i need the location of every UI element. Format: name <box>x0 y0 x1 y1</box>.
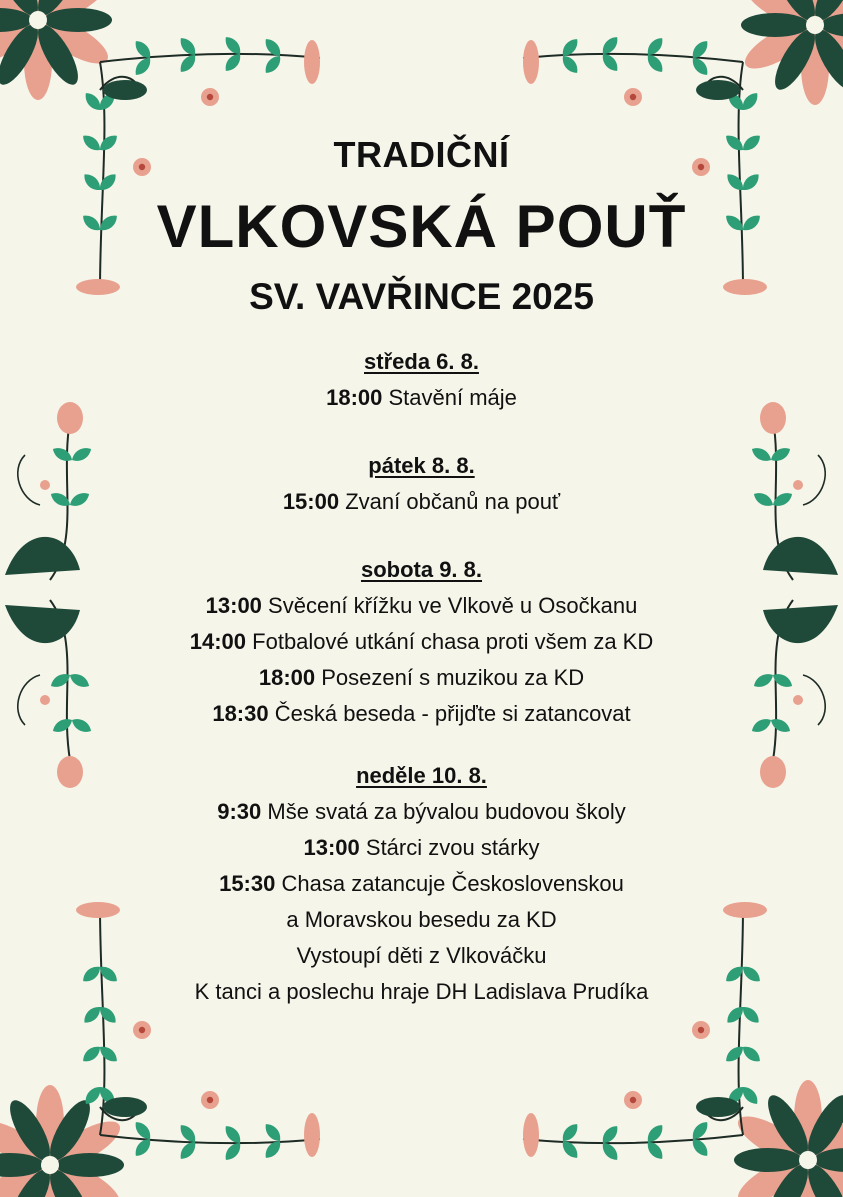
item-time: 15:30 <box>219 871 276 896</box>
item-time: 13:00 <box>205 593 262 618</box>
item-time: 18:00 <box>258 665 316 690</box>
schedule-item <box>0 624 843 660</box>
item-time: 15:00 <box>282 489 340 514</box>
day-wednesday <box>0 344 843 416</box>
item-time: 18:00 <box>326 385 383 410</box>
item-text: K tanci a poslechu hraje DH Ladislava Prudíka <box>194 979 649 1004</box>
schedule-item <box>0 484 843 520</box>
item-text: Mše svatá za bývalou budovou školy <box>267 799 626 824</box>
title-line-1: TRADIČNÍ <box>333 134 510 175</box>
item-time: 9:30 <box>217 799 262 824</box>
schedule-item <box>0 588 843 624</box>
schedule-line <box>0 902 843 938</box>
schedule-item <box>0 866 843 902</box>
day-heading: sobota 9. 8. <box>360 557 483 582</box>
item-text: Zvaní občanů na pouť <box>345 489 561 514</box>
item-text: Chasa zatancuje Československou <box>281 871 624 896</box>
day-friday <box>0 448 843 520</box>
item-text: a Moravskou besedu za KD <box>286 907 557 932</box>
schedule-item <box>0 660 843 696</box>
schedule-line <box>0 974 843 1010</box>
item-text: Stárci zvou stárky <box>365 835 540 860</box>
schedule-item <box>0 380 843 416</box>
title-line-3: SV. VAVŘINCE 2025 <box>249 276 594 317</box>
item-text: Česká beseda - přijďte si zatancovat <box>274 701 631 726</box>
day-heading: neděle 10. 8. <box>356 763 487 788</box>
item-text: Posezení s muzikou za KD <box>321 665 585 690</box>
item-time: 13:00 <box>303 835 360 860</box>
item-text: Vystoupí děti z Vlkováčku <box>296 943 547 968</box>
schedule-line <box>0 938 843 974</box>
item-text: Fotbalové utkání chasa proti všem za KD <box>252 629 654 654</box>
schedule-item <box>0 696 843 732</box>
schedule-item <box>0 794 843 830</box>
item-time: 14:00 <box>189 629 247 654</box>
item-time: 18:30 <box>212 701 269 726</box>
day-heading: středa 6. 8. <box>364 349 479 374</box>
day-saturday <box>0 552 843 732</box>
title-line-2: VLKOVSKÁ POUŤ <box>156 193 687 260</box>
item-text: Stavění máje <box>388 385 517 410</box>
item-text: Svěcení křížku ve Vlkově u Osočkanu <box>268 593 638 618</box>
day-heading: pátek 8. 8. <box>368 453 475 478</box>
day-sunday <box>0 758 843 1010</box>
schedule-item <box>0 830 843 866</box>
